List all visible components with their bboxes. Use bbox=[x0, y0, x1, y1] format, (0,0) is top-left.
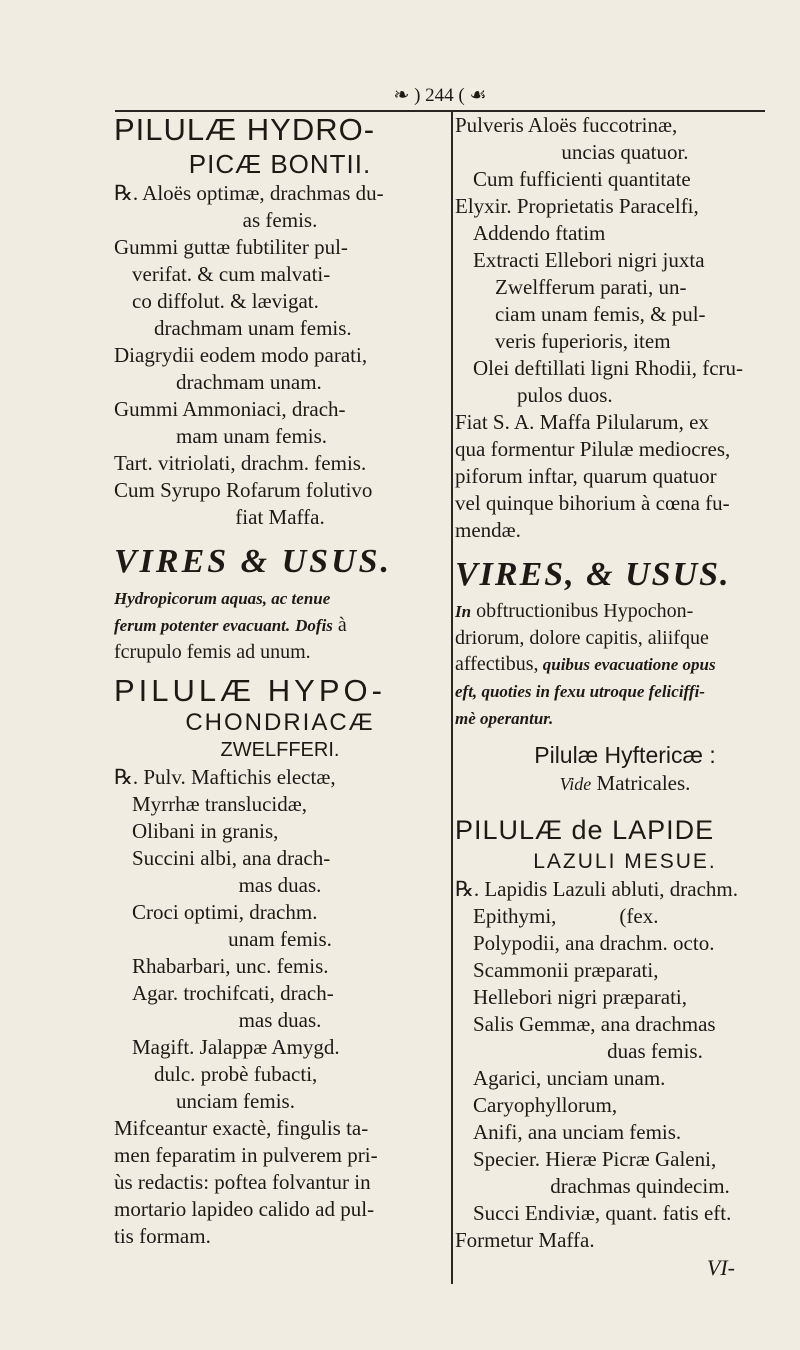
instruction-line: Fiat S. A. Maffa Pilularum, ex bbox=[455, 410, 709, 434]
heading-lapide-line1: PILULÆ de LAPIDE bbox=[455, 815, 715, 845]
vide-label: Vide bbox=[559, 774, 592, 794]
heading-hydropicae-line1: PILULÆ HYDRO- bbox=[114, 112, 376, 147]
recipe-line: drachmam unam. bbox=[176, 370, 322, 394]
method-line: mortario lapideo calido ad pul- bbox=[114, 1197, 375, 1221]
catchword: VI- bbox=[706, 1255, 735, 1280]
usage-text: obftructionibus Hypochon- bbox=[471, 600, 694, 622]
recipe-line: ℞. Aloës optimæ, drachmas du- bbox=[114, 181, 384, 205]
usage-line: driorum, dolore capitis, aliifque bbox=[455, 627, 709, 649]
running-head bbox=[115, 84, 765, 112]
instruction-line: qua formentur Pilulæ mediocres, bbox=[455, 437, 731, 461]
recipe-line: Formetur Maffa. bbox=[455, 1228, 595, 1252]
recipe-line: drachmas quindecim. bbox=[550, 1174, 730, 1198]
recipe-line: Myrrhæ translucidæ, bbox=[132, 792, 307, 816]
recipe-line: Olibani in granis, bbox=[132, 819, 279, 843]
recipe-line: Tart. vitriolati, drachm. femis. bbox=[114, 451, 367, 475]
recipe-line: Gummi Ammoniaci, drach- bbox=[114, 397, 346, 421]
recipe-line: veris fuperioris, item bbox=[495, 329, 671, 353]
usage-line bbox=[114, 585, 446, 612]
usage-italic: ferum potenter evacuant. bbox=[114, 616, 291, 635]
hystericae-heading: Pilulæ Hyftericæ : bbox=[534, 742, 716, 768]
recipe-line: Extracti Ellebori nigri juxta bbox=[473, 248, 705, 272]
heading-hypochondriacae-line1: PILULÆ HYPO- bbox=[114, 673, 386, 708]
usage-line: fcrupulo femis ad unum. bbox=[114, 641, 311, 663]
column-divider bbox=[451, 112, 453, 1284]
recipe-line: Zwelfferum parati, un- bbox=[495, 275, 687, 299]
usage-text: à bbox=[332, 614, 347, 636]
heading-hypochondriacae-line2: CHONDRIACÆ bbox=[185, 709, 375, 736]
method-line: ùs redactis: poftea folvantur in bbox=[114, 1170, 371, 1194]
recipe-line: drachmam unam femis. bbox=[154, 316, 352, 340]
usage-line bbox=[455, 651, 795, 678]
method-line: men feparatim in pulverem pri- bbox=[114, 1143, 378, 1167]
usage-text: affectibus, bbox=[455, 653, 539, 675]
recipe-line: duas femis. bbox=[607, 1039, 703, 1063]
cross-reference bbox=[455, 770, 795, 798]
recipe-line: Pulveris Aloës fuccotrinæ, bbox=[455, 113, 678, 137]
recipe-line: co diffolut. & lævigat. bbox=[132, 289, 319, 313]
usage-italic: quibus evacuatione opus bbox=[538, 655, 716, 674]
usage-line bbox=[114, 612, 446, 639]
recipe-line: Anifi, ana unciam femis. bbox=[473, 1120, 682, 1144]
recipe-line: ℞. Lapidis Lazuli abluti, drachm. bbox=[455, 877, 738, 901]
recipe-line: Magift. Jalappæ Amygd. bbox=[132, 1035, 340, 1059]
recipe-line: Cum Syrupo Rofarum folutivo bbox=[114, 478, 373, 502]
recipe-line: Salis Gemmæ, ana drachmas bbox=[473, 1012, 716, 1036]
recipe-line: Elyxir. Proprietatis Paracelfi, bbox=[455, 194, 699, 218]
recipe-line: Epithymi, (fex. bbox=[473, 904, 659, 928]
vires-usus-heading: VIRES, & USUS. bbox=[455, 556, 731, 593]
usage-italic: quoties in fexu utroque feliciffi- bbox=[477, 682, 705, 701]
method-line: tis formam. bbox=[114, 1224, 211, 1248]
dosis-label: Dofis bbox=[295, 616, 333, 635]
recipe-line: as femis. bbox=[242, 208, 318, 232]
recipe-line: dulc. probè fubacti, bbox=[154, 1062, 318, 1086]
recipe-line: mam unam femis. bbox=[176, 424, 328, 448]
usage-line bbox=[455, 705, 795, 732]
recipe-line: ℞. Pulv. Maftichis electæ, bbox=[114, 765, 336, 789]
recipe-line: Addendo ftatim bbox=[473, 221, 606, 245]
recipe-line: verifat. & cum malvati- bbox=[132, 262, 331, 286]
recipe-line: unciam femis. bbox=[176, 1089, 295, 1113]
recipe-line: fiat Maffa. bbox=[235, 505, 325, 529]
usage-line bbox=[455, 678, 795, 705]
instruction-line: mendæ. bbox=[455, 518, 521, 542]
recipe-line: Agarici, unciam unam. bbox=[473, 1066, 666, 1090]
cross-reference-text: Matricales. bbox=[591, 771, 691, 795]
right-column bbox=[455, 112, 795, 1281]
usage-italic: eft, bbox=[455, 682, 478, 701]
heading-hydropicae-line2: PICÆ BONTII. bbox=[188, 149, 372, 179]
instruction-line: piforum inftar, quarum quatuor bbox=[455, 464, 717, 488]
recipe-line: Croci optimi, drachm. bbox=[132, 900, 318, 924]
recipe-line: mas duas. bbox=[238, 873, 322, 897]
recipe-line: Polypodii, ana drachm. octo. bbox=[473, 931, 715, 955]
recipe-line: Specier. Hieræ Picræ Galeni, bbox=[473, 1147, 717, 1171]
recipe-line: pulos duos. bbox=[517, 383, 613, 407]
recipe-line: Olei deftillati ligni Rhodii, fcru- bbox=[473, 356, 744, 380]
usage-italic: In bbox=[455, 602, 472, 621]
heading-hypochondriacae-line3: ZWELFFERI. bbox=[220, 739, 340, 761]
recipe-line: Gummi guttæ fubtiliter pul- bbox=[114, 235, 348, 259]
method-line: Mifceantur exactè, fingulis ta- bbox=[114, 1116, 369, 1140]
recipe-line: Agar. trochifcati, drach- bbox=[132, 981, 334, 1005]
usage-line bbox=[455, 598, 795, 625]
recipe-line: Caryophyllorum, bbox=[473, 1093, 618, 1117]
left-column bbox=[114, 112, 446, 1250]
recipe-line: Succini albi, ana drach- bbox=[132, 846, 331, 870]
heading-lapide-line2: LAZULI MESUE. bbox=[533, 850, 717, 873]
recipe-line: Hellebori nigri præparati, bbox=[473, 985, 688, 1009]
usage-italic: Hydropicorum aquas, ac tenue bbox=[114, 589, 331, 608]
recipe-line: unam femis. bbox=[228, 927, 332, 951]
recipe-line: Diagrydii eodem modo parati, bbox=[114, 343, 368, 367]
recipe-line: Succi Endiviæ, quant. fatis eft. bbox=[473, 1201, 732, 1225]
recipe-line: Scammonii præparati, bbox=[473, 958, 659, 982]
usage-italic: mè operantur. bbox=[455, 709, 554, 728]
recipe-line: ciam unam femis, & pul- bbox=[495, 302, 706, 326]
instruction-line: vel quinque bihorium à cœna fu- bbox=[455, 491, 730, 515]
page-number: ❧ ) 244 ( ☙ bbox=[389, 85, 490, 106]
recipe-line: Cum fufficienti quantitate bbox=[473, 167, 691, 191]
recipe-line: mas duas. bbox=[238, 1008, 322, 1032]
recipe-line: uncias quatuor. bbox=[561, 140, 689, 164]
recipe-line: Rhabarbari, unc. femis. bbox=[132, 954, 329, 978]
vires-usus-heading: VIRES & USUS. bbox=[114, 543, 393, 580]
